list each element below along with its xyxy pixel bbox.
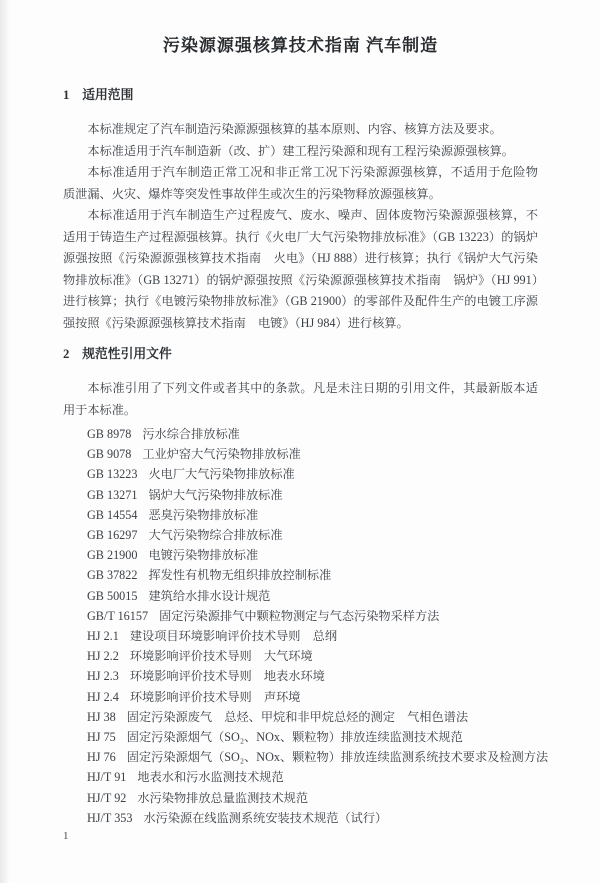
reference-name: 电镀污染物排放标准: [148, 548, 259, 563]
reference-name: 挥发性有机物无组织排放控制标准: [148, 568, 332, 583]
reference-item: [87, 687, 538, 707]
reference-code: HJ/T 353: [87, 810, 133, 825]
reference-code: GB 14554: [87, 507, 138, 522]
section-1-heading: 1 适用范围: [63, 88, 134, 102]
reference-item: [87, 788, 538, 808]
reference-item: [87, 545, 538, 565]
reference-item: [87, 767, 538, 787]
reference-name: 污水综合排放标准: [142, 427, 240, 441]
reference-item: [87, 464, 538, 484]
reference-code: HJ 38: [87, 709, 116, 724]
reference-name: 建筑给水排水设计规范: [148, 588, 271, 603]
reference-code: GB 50015: [87, 588, 138, 603]
reference-name: 固定污染源废气 总烃、甲烷和非甲烷总烃的测定 气相色谱法: [126, 709, 469, 724]
reference-item: [87, 626, 538, 646]
reference-code: HJ 2.2: [87, 649, 119, 664]
reference-item: [87, 525, 538, 545]
reference-code: GB 21900: [87, 548, 138, 563]
reference-code: GB 16297: [87, 528, 138, 543]
reference-code: HJ 76: [87, 750, 116, 765]
reference-name: 锅炉大气污染物排放标准: [148, 487, 283, 502]
reference-code: GB 8978: [87, 427, 132, 441]
reference-item: [87, 747, 549, 767]
reference-code: HJ 75: [87, 730, 116, 745]
paragraph: 本标准适用于汽车制造正常工况和非正常工况下污染源源强核算，不适用于危险物质泄漏、火灾、爆炸等突发性事故伴生或次生的污染物释放源强核算。: [63, 165, 538, 201]
reference-name: 固定污染源烟气（SO₂、NOx、颗粒物）排放连续监测技术规范: [126, 730, 463, 745]
reference-item: [87, 485, 538, 505]
reference-item: [87, 646, 538, 666]
reference-name: 建设项目环境影响评价技术导则 总纲: [129, 629, 338, 644]
reference-name: 恶臭污染物排放标准: [148, 507, 259, 522]
section-2-body: [63, 378, 538, 421]
reference-item: [87, 565, 538, 585]
reference-name: 固定污染源烟气（SO₂、NOx、颗粒物）排放连续监测系统技术要求及检测方法: [126, 750, 549, 765]
reference-item: [87, 666, 538, 686]
reference-name: 火电厂大气污染物排放标准: [148, 467, 295, 482]
reference-list: [63, 424, 549, 828]
reference-name: 工业炉窑大气污染物排放标准: [142, 447, 301, 462]
paragraph: 本标准适用于汽车制造生产过程废气、废水、噪声、固体废物污染源源强核算，不适用于铸造生产过程源强核算。执行《火电厂大气污染物排放标准》（GB 13223）的锅炉源强按照《污染源源强核算技术指南 火电》（HJ 888）进行核算；执行《锅炉大气污染物排放标准》（GB 13271）的锅炉源强按照《污染源源强核算技术指南 锅炉》（HJ 991）进行核算；执行《电镀污染物排放标准》（GB 21900）的零部件及配件生产的电镀工序源强按照《污染源源强核算技术指南 电镀》（HJ 984）进行核算。: [63, 208, 538, 330]
paragraph: 本标准适用于汽车制造新（改、扩）建工程污染源和现有工程污染源源强核算。: [87, 143, 514, 158]
reference-code: GB 13271: [87, 487, 138, 502]
reference-name: 大气污染物综合排放标准: [148, 528, 283, 543]
reference-name: 环境影响评价技术导则 大气环境: [129, 649, 313, 664]
reference-name: 水污染源在线监测系统安装技术规范（试行）: [143, 810, 388, 825]
reference-name: 固定污染源排气中颗粒物测定与气态污染物采样方法: [159, 608, 440, 623]
reference-item: [87, 444, 538, 464]
reference-code: HJ/T 91: [87, 770, 127, 785]
reference-item: [87, 727, 538, 747]
section-2-heading: 2 规范性引用文件: [63, 347, 172, 361]
reference-item: [87, 707, 538, 727]
reference-item: [87, 808, 538, 828]
reference-item: [87, 586, 538, 606]
reference-name: 水污染物排放总量监测技术规范: [137, 790, 309, 805]
page-number: 1: [63, 830, 69, 842]
reference-code: GB 9078: [87, 447, 132, 462]
reference-code: HJ/T 92: [87, 790, 127, 805]
reference-code: HJ 2.1: [87, 629, 119, 644]
reference-item: [87, 505, 538, 525]
paragraph: 本标准规定了汽车制造污染源源强核算的基本原则、内容、核算方法及要求。: [87, 122, 502, 136]
reference-code: HJ 2.3: [87, 669, 119, 684]
reference-name: 环境影响评价技术导则 地表水环境: [129, 669, 325, 684]
reference-item: [87, 424, 538, 444]
reference-item: [87, 606, 538, 626]
reference-code: GB 37822: [87, 568, 138, 583]
reference-code: GB 13223: [87, 467, 138, 482]
reference-name: 地表水和污水监测技术规范: [137, 770, 284, 785]
reference-code: HJ 2.4: [87, 689, 119, 704]
document-title: 污染源源强核算技术指南 汽车制造: [162, 36, 439, 55]
paragraph: 本标准引用了下列文件或者其中的条款。凡是未注日期的引用文件，其最新版本适用于本标准。: [63, 381, 538, 417]
section-1-body: [63, 119, 538, 334]
reference-code: GB/T 16157: [87, 608, 149, 623]
reference-name: 环境影响评价技术导则 声环境: [129, 689, 301, 704]
